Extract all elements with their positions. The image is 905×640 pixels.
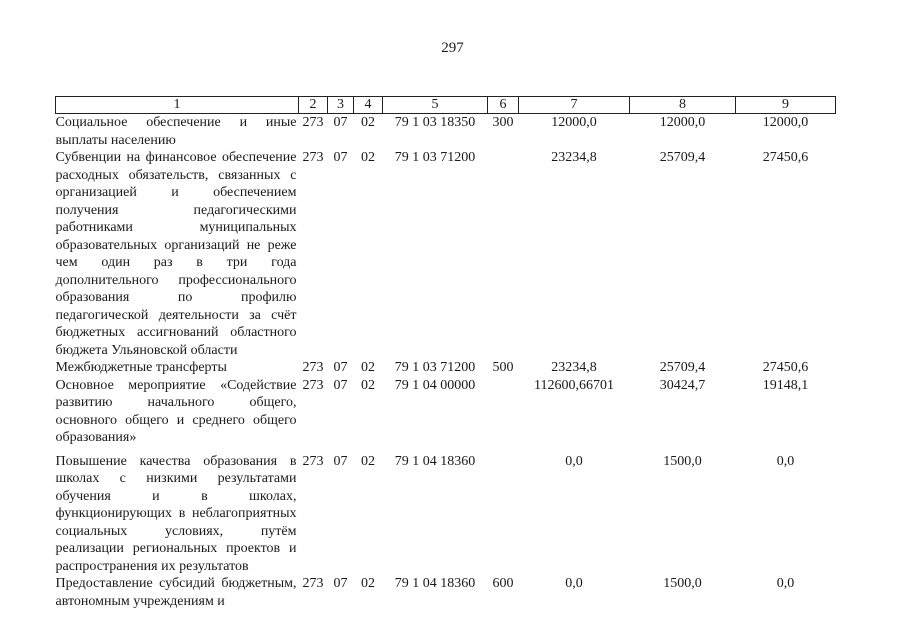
row-target-code: 79 1 03 18350 — [394, 115, 476, 130]
row-value-9: 27450,6 — [762, 150, 809, 165]
budget-table — [55, 96, 836, 610]
table-row — [56, 149, 836, 359]
table-body — [56, 114, 836, 611]
table-row — [56, 114, 836, 150]
row-ministry-code: 273 — [302, 115, 324, 130]
table-row — [56, 575, 836, 610]
row-name: Социальное обеспечение и иные выплаты населению — [55, 115, 297, 148]
row-value-9: 19148,1 — [762, 377, 809, 393]
row-expense-type: 300 — [492, 115, 514, 130]
row-section: 07 — [333, 576, 348, 591]
row-name: Основное мероприятие «Содействие развитию начального общего, основного общего и среднего общего образования» — [55, 377, 297, 445]
row-subsection: 02 — [361, 150, 375, 165]
row-value-9: 12000,0 — [762, 115, 809, 130]
row-expense-type — [488, 149, 519, 359]
column-header: 5 — [383, 97, 488, 114]
table-header — [56, 97, 836, 114]
row-section: 07 — [333, 453, 348, 469]
row-name: Субвенции на финансовое обеспечение расходных обязательств, связанных с организацией и обеспечением получения педагогическими работниками муниципальных образовательных организаций не реже чем один раз в три года дополнительного профессионального образования по профилю педагогической деятельности за счёт бюджетных ассигнований областного бюджета Ульяновской области — [55, 150, 297, 358]
row-section: 07 — [333, 115, 348, 130]
column-header: 8 — [630, 97, 736, 114]
column-header: 2 — [299, 97, 328, 114]
row-target-code: 79 1 03 71200 — [394, 150, 476, 165]
row-value-8: 1500,0 — [663, 453, 702, 469]
row-name: Предоставление субсидий бюджетным, автономным учреждениям и — [55, 576, 297, 609]
column-header: 7 — [519, 97, 630, 114]
row-value-9: 27450,6 — [762, 360, 809, 375]
row-target-code: 79 1 03 71200 — [394, 360, 476, 375]
column-header: 3 — [328, 97, 354, 114]
row-name: Межбюджетные трансферты — [55, 360, 227, 375]
row-section: 07 — [333, 150, 348, 165]
row-section: 07 — [333, 360, 348, 375]
row-subsection: 02 — [361, 115, 375, 130]
row-value-7: 23234,8 — [551, 150, 597, 165]
column-header: 1 — [56, 97, 299, 114]
row-ministry-code: 273 — [302, 576, 324, 591]
row-ministry-code: 273 — [302, 150, 324, 165]
row-ministry-code: 273 — [302, 377, 324, 393]
row-value-7: 12000,0 — [551, 115, 597, 130]
row-name: Повышение качества образования в школах с низкими результатами обучения и в школах, функционирующих в неблагоприятных социальных условиях, путём реализации региональных проектов и распространения их результатов — [55, 453, 297, 574]
row-value-7: 23234,8 — [551, 360, 597, 375]
row-value-8: 1500,0 — [663, 576, 702, 591]
row-section: 07 — [333, 377, 348, 393]
row-value-8: 30424,7 — [659, 377, 706, 393]
row-value-8: 12000,0 — [659, 115, 706, 130]
table-row — [56, 359, 836, 377]
row-subsection: 02 — [361, 377, 375, 393]
row-ministry-code: 273 — [302, 453, 324, 469]
row-value-7: 0,0 — [565, 576, 583, 591]
row-value-9: 0,0 — [776, 576, 795, 591]
row-value-9: 0,0 — [776, 453, 795, 469]
row-value-8: 25709,4 — [659, 360, 706, 375]
table-row — [56, 377, 836, 447]
row-expense-type: 500 — [492, 360, 514, 375]
row-subsection: 02 — [361, 360, 375, 375]
row-target-code: 79 1 04 18360 — [394, 453, 476, 469]
header-row — [56, 97, 836, 114]
row-expense-type — [488, 447, 519, 576]
row-ministry-code: 273 — [302, 360, 324, 375]
row-value-8: 25709,4 — [659, 150, 706, 165]
column-header: 4 — [354, 97, 383, 114]
column-header: 9 — [736, 97, 836, 114]
row-subsection: 02 — [361, 576, 375, 591]
row-value-7: 0,0 — [565, 453, 583, 469]
row-expense-type — [488, 377, 519, 447]
table-row — [56, 447, 836, 576]
page-number: 297 — [441, 40, 464, 56]
column-header: 6 — [488, 97, 519, 114]
row-subsection: 02 — [361, 453, 375, 469]
row-value-7: 112600,66701 — [534, 377, 614, 393]
row-target-code: 79 1 04 18360 — [394, 576, 476, 591]
row-target-code: 79 1 04 00000 — [394, 377, 476, 393]
row-expense-type: 600 — [492, 576, 514, 591]
